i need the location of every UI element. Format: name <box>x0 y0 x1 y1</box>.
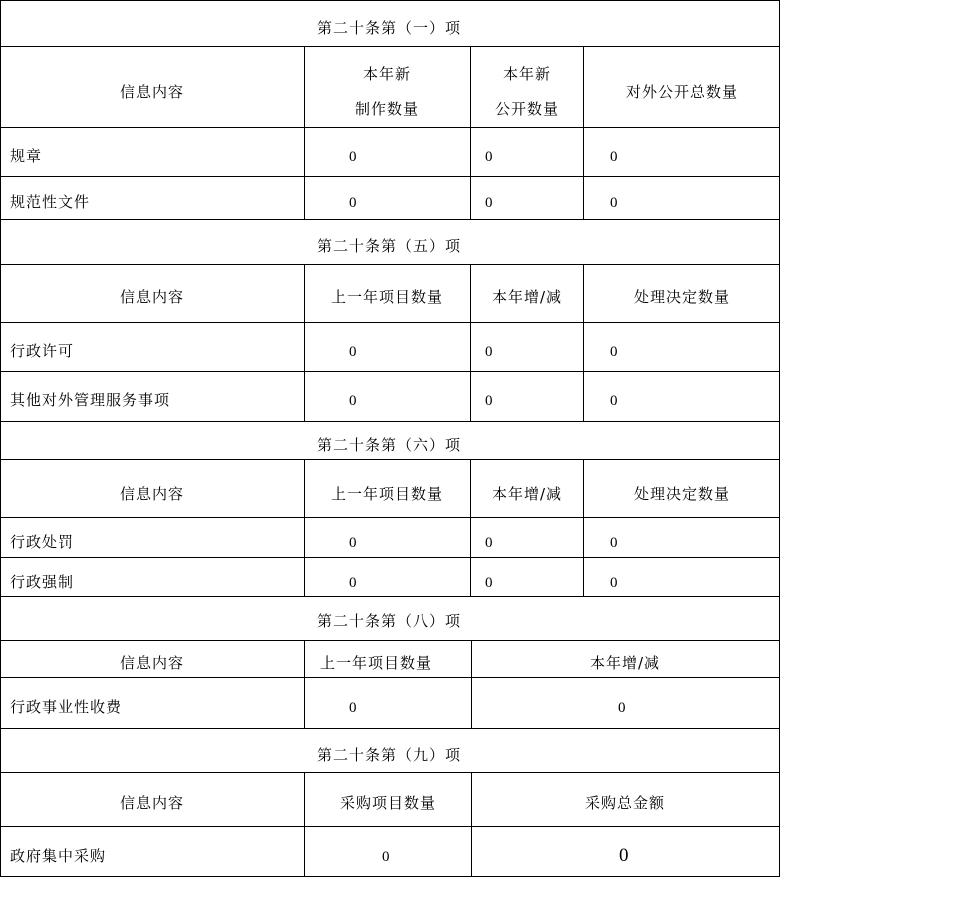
cell-value: 0 <box>349 149 357 165</box>
row-divider <box>0 176 780 177</box>
header-cell: 处理决定数量 <box>633 485 731 503</box>
cell-value: 0 <box>349 575 357 591</box>
header-cell: 信息内容 <box>119 654 185 672</box>
col-divider <box>470 46 471 219</box>
row-divider <box>0 826 780 827</box>
cell-value: 0 <box>382 849 390 865</box>
row-divider <box>0 557 780 558</box>
header-cell: 制作数量 <box>354 100 420 118</box>
row-divider <box>0 459 780 460</box>
row-divider <box>0 127 780 128</box>
row-label: 行政事业性收费 <box>10 698 123 716</box>
header-cell: 本年增/减 <box>491 485 563 503</box>
row-label: 规章 <box>10 147 43 165</box>
header-cell: 对外公开总数量 <box>625 83 739 101</box>
header-cell: 处理决定数量 <box>633 288 731 306</box>
section-title: 第二十条第（六）项 <box>316 436 462 454</box>
row-divider <box>0 517 780 518</box>
row-divider <box>0 371 780 372</box>
row-divider <box>0 421 780 422</box>
section-title: 第二十条第（一）项 <box>316 19 462 37</box>
cell-value: 0 <box>485 393 493 409</box>
row-divider <box>0 264 780 265</box>
row-divider <box>0 728 780 729</box>
row-label: 政府集中采购 <box>10 847 107 865</box>
header-cell: 本年增/减 <box>491 288 563 306</box>
header-cell: 本年新 <box>502 65 552 83</box>
header-cell: 采购总金额 <box>584 794 666 812</box>
cell-value: 0 <box>485 344 493 360</box>
section-title: 第二十条第（五）项 <box>316 237 462 255</box>
row-label: 行政强制 <box>10 573 75 591</box>
col-divider <box>304 264 305 421</box>
header-cell: 上一年项目数量 <box>330 485 444 503</box>
header-cell: 本年增/减 <box>589 654 661 672</box>
cell-value: 0 <box>619 845 629 866</box>
col-divider <box>471 640 472 728</box>
row-divider <box>0 219 780 220</box>
col-divider <box>304 46 305 219</box>
cell-value: 0 <box>349 344 357 360</box>
header-cell: 信息内容 <box>119 794 185 812</box>
header-cell: 采购项目数量 <box>339 794 437 812</box>
col-divider <box>583 264 584 421</box>
row-label: 行政处罚 <box>10 533 75 551</box>
section-title: 第二十条第（八）项 <box>316 612 462 630</box>
col-divider <box>470 264 471 421</box>
row-divider <box>0 322 780 323</box>
header-cell: 公开数量 <box>494 100 560 118</box>
col-divider <box>470 459 471 596</box>
header-cell: 信息内容 <box>119 485 185 503</box>
row-divider <box>0 596 780 597</box>
col-divider <box>304 459 305 596</box>
cell-value: 0 <box>610 535 618 551</box>
row-label: 其他对外管理服务事项 <box>10 391 171 409</box>
cell-value: 0 <box>485 575 493 591</box>
cell-value: 0 <box>485 195 493 211</box>
cell-value: 0 <box>349 195 357 211</box>
row-label: 规范性文件 <box>10 193 91 211</box>
header-cell: 本年新 <box>362 65 412 83</box>
row-divider <box>0 640 780 641</box>
header-cell: 信息内容 <box>119 288 185 306</box>
cell-value: 0 <box>610 149 618 165</box>
row-divider <box>0 772 780 773</box>
border-right <box>779 0 780 877</box>
cell-value: 0 <box>618 700 626 716</box>
border-top <box>0 0 780 1</box>
header-cell: 上一年项目数量 <box>319 654 433 672</box>
cell-value: 0 <box>349 393 357 409</box>
cell-value: 0 <box>485 149 493 165</box>
cell-value: 0 <box>349 700 357 716</box>
col-divider <box>304 772 305 876</box>
row-divider <box>0 677 780 678</box>
cell-value: 0 <box>485 535 493 551</box>
border-left <box>0 0 1 877</box>
cell-value: 0 <box>349 535 357 551</box>
col-divider <box>583 46 584 219</box>
cell-value: 0 <box>610 344 618 360</box>
cell-value: 0 <box>610 195 618 211</box>
col-divider <box>304 640 305 728</box>
cell-value: 0 <box>610 393 618 409</box>
header-cell: 信息内容 <box>119 83 185 101</box>
col-divider <box>583 459 584 596</box>
border-bottom <box>0 876 780 877</box>
cell-value: 0 <box>610 575 618 591</box>
col-divider <box>471 772 472 876</box>
header-cell: 上一年项目数量 <box>330 288 444 306</box>
row-label: 行政许可 <box>10 342 75 360</box>
row-divider <box>0 46 780 47</box>
section-title: 第二十条第（九）项 <box>316 746 462 764</box>
